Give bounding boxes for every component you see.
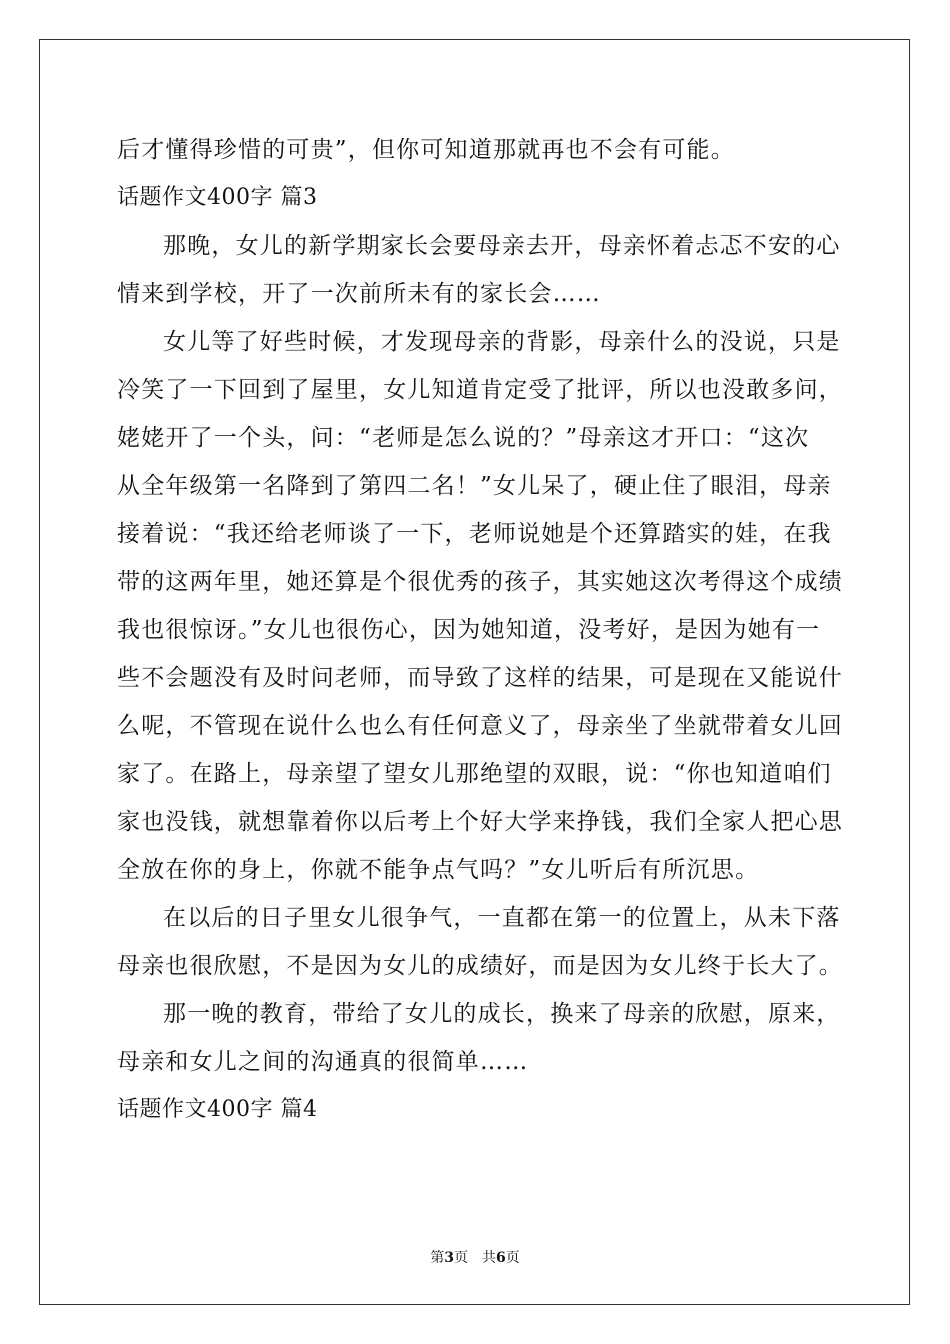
text-line: 接着说：“我还给老师谈了一下，老师说她是个还算踏实的娃，在我 xyxy=(117,521,832,547)
text-line: 后才懂得珍惜的可贵”，但你可知道那就再也不会有可能。 xyxy=(117,137,735,163)
page-suffix: 页 xyxy=(454,1250,468,1266)
text-line: 情来到学校，开了一次前所未有的家长会…… xyxy=(117,281,601,307)
page-prefix: 第 xyxy=(430,1250,445,1266)
paragraph-first-line: 女儿等了好些时候，才发现母亲的背影，母亲什么的没说，只是 xyxy=(163,329,841,355)
text-line: 冷笑了一下回到了屋里，女儿知道肯定受了批评，所以也没敢多问， xyxy=(117,377,843,403)
page-footer xyxy=(0,1247,950,1267)
text-line: 我也很惊讶。”女儿也很伤心，因为她知道，没考好，是因为她有一 xyxy=(117,617,821,643)
text-line: 么呢，不管现在说什么也么有任何意义了，母亲坐了坐就带着女儿回 xyxy=(117,713,843,739)
section-heading: 话题作文400字 篇4 xyxy=(117,1097,318,1122)
text-line: 家了。在路上，母亲望了望女儿那绝望的双眼，说：“你也知道咱们 xyxy=(117,761,832,787)
paragraph-first-line: 那晚，女儿的新学期家长会要母亲去开，母亲怀着忐忑不安的心 xyxy=(163,233,841,259)
text-line: 母亲也很欣慰，不是因为女儿的成绩好，而是因为女儿终于长大了。 xyxy=(117,953,843,979)
page-total: 6 xyxy=(496,1250,506,1266)
section-heading: 话题作文400字 篇3 xyxy=(117,185,318,210)
text-line: 母亲和女儿之间的沟通真的很简单…… xyxy=(117,1049,529,1075)
text-line: 全放在你的身上，你就不能争点气吗？”女儿听后有所沉思。 xyxy=(117,857,760,883)
total-prefix: 共 xyxy=(482,1250,496,1266)
text-line: 家也没钱，就想靠着你以后考上个好大学来挣钱，我们全家人把心思 xyxy=(117,809,843,835)
text-line: 姥姥开了一个头，问：“老师是怎么说的？”母亲这才开口：“这次 xyxy=(117,425,810,451)
text-line: 些不会题没有及时问老师，而导致了这样的结果，可是现在又能说什 xyxy=(117,665,843,691)
document-body xyxy=(117,126,843,1134)
total-suffix: 页 xyxy=(505,1250,520,1266)
paragraph-first-line: 那一晚的教育，带给了女儿的成长，换来了母亲的欣慰，原来， xyxy=(163,1001,841,1027)
text-line: 从全年级第一名降到了第四二名！”女儿呆了，硬止住了眼泪，母亲 xyxy=(117,473,832,499)
paragraph-first-line: 在以后的日子里女儿很争气，一直都在第一的位置上，从未下落 xyxy=(163,905,841,931)
text-line: 带的这两年里，她还算是个很优秀的孩子，其实她这次考得这个成绩 xyxy=(117,569,843,595)
page-current: 3 xyxy=(444,1250,454,1266)
